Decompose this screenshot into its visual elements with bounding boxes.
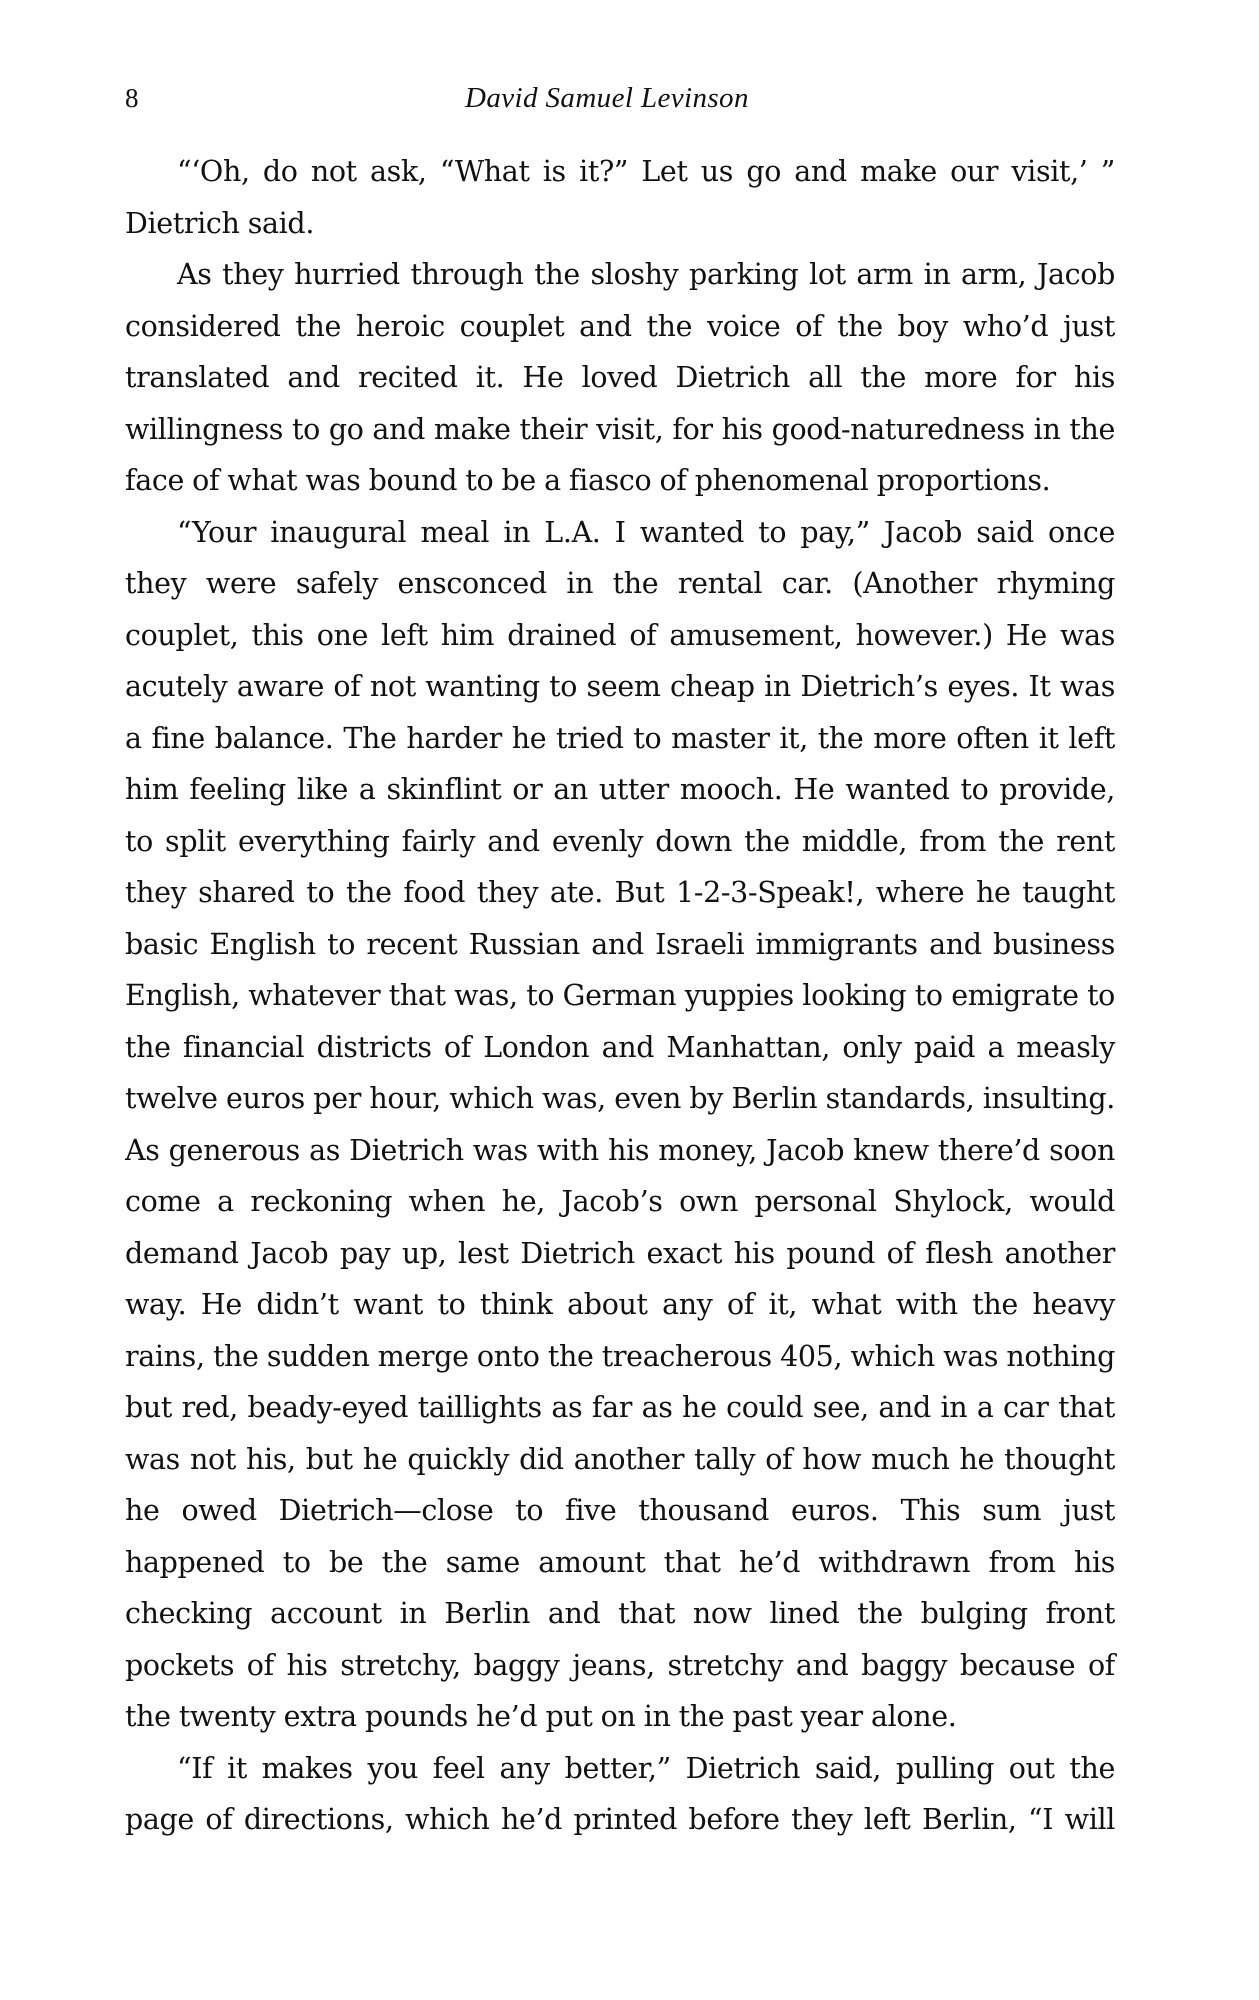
paragraph-2: As they hurried through the sloshy parking lot arm in arm, Jacob considered the heroic couplet and the voice of the boy who’d just translated and recited it. He loved Dietrich all the more for his willingness to go and make their visit, for his good-naturedness in the face of what was bound to be a fiasco of phenomenal proportions. xyxy=(125,258,1115,497)
paragraph-1: “‘Oh, do not ask, “What is it?” Let us go and make our visit,’ ” Dietrich said. xyxy=(125,155,1115,240)
paragraph-4: “If it makes you feel any better,” Dietrich said, pulling out the page of directions, which he’d printed before they left Berlin, “I will xyxy=(125,1751,1115,1836)
running-head xyxy=(125,78,1115,118)
body-text xyxy=(125,146,1115,1846)
page-number: 8 xyxy=(125,83,139,113)
running-head-author: David Samuel Levinson xyxy=(465,82,749,114)
paragraph-3: “Your inaugural meal in L.A. I wanted to pay,” Jacob said once they were safely ensconced in the rental car. (Another rhyming couplet, this one left him drained of amusement, however.) He was acutely aware of not wanting to seem cheap in Dietrich’s eyes. It was a fine balance. The harder he tried to master it, the more often it left him feeling like a skinflint or an utter mooch. He wanted to provide, to split everything fairly and evenly down the middle, from the rent they shared to the food they ate. But 1-2-3-Speak!, where he taught basic English to recent Russian and Israeli immigrants and business English, whatever that was, to German yuppies looking to emigrate to the financial districts of London and Manhattan, only paid a measly twelve euros per hour, which was, even by Berlin standards, insulting. As generous as Dietrich was with his money, Jacob knew there’d soon come a reckoning when he, Jacob’s own personal Shylock, would demand Jacob pay up, lest Dietrich exact his pound of flesh another way. He didn’t want to think about any of it, what with the heavy rains, the sudden merge onto the treacherous 405, which was nothing but red, beady-eyed taillights as far as he could see, and in a car that was not his, but he quickly did another tally of how much he thought he owed Dietrich—close to five thousand euros. This sum just happened to be the same amount that he’d withdrawn from his checking account in Berlin and that now lined the bulging front pockets of his stretchy, baggy jeans, stretchy and baggy because of the twenty extra pounds he’d put on in the past year alone. xyxy=(125,515,1115,1733)
